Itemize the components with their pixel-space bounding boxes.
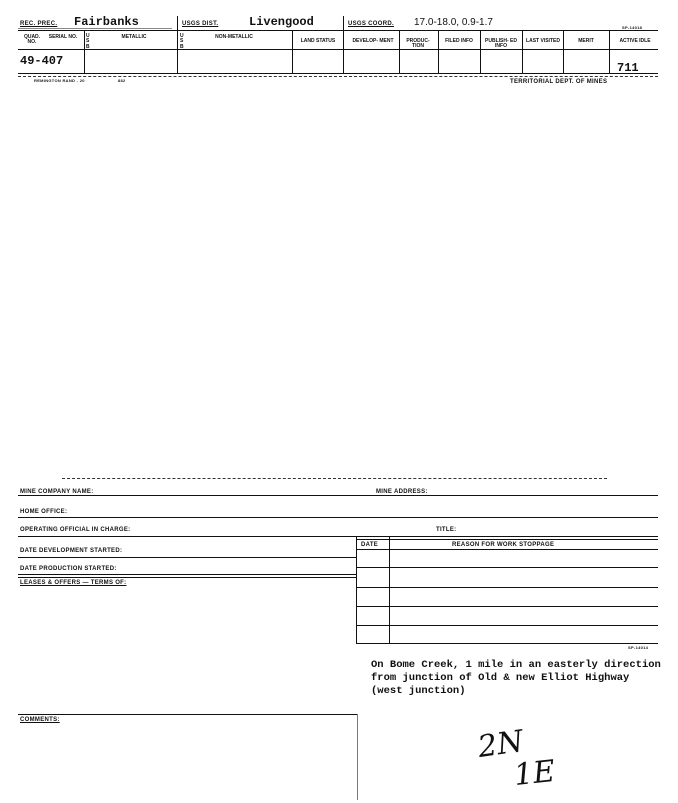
col-quad-no: QUAD. NO. xyxy=(23,34,41,46)
date-production-label: DATE PRODUCTION STARTED: xyxy=(20,566,117,572)
usgs-coord-label: USGS COORD. xyxy=(348,21,394,27)
col-land-status: LAND STATUS xyxy=(300,38,336,44)
home-office-label: HOME OFFICE: xyxy=(20,509,68,515)
comments-label: COMMENTS: xyxy=(20,717,60,723)
mine-address-label: MINE ADDRESS: xyxy=(376,489,428,495)
footer-left: REMINGTON RAND - 20 xyxy=(34,78,85,83)
usgs-dist-label: USGS DIST. xyxy=(182,21,219,27)
usgs-coord-value: 17.0-18.0, 0.9-1.7 xyxy=(414,17,493,28)
usgs-dist-value: Livengood xyxy=(249,15,314,29)
col-non-metallic: NON-METALLIC xyxy=(215,34,253,40)
reason-col-label: REASON FOR WORK STOPPAGE xyxy=(452,542,555,548)
col-published-info: PUBLISH- ED INFO xyxy=(485,38,517,50)
mine-company-name-label: MINE COMPANY NAME: xyxy=(20,489,94,495)
form-number-bottom: SP-14014 xyxy=(628,645,649,650)
col-last-visited: LAST VISITED xyxy=(526,38,560,44)
col-filed-info: FILED INFO xyxy=(445,38,473,44)
operating-official-label: OPERATING OFFICIAL IN CHARGE: xyxy=(20,527,131,533)
title-label: TITLE: xyxy=(436,527,457,533)
leases-label: LEASES & OFFERS — TERMS OF: xyxy=(20,580,127,586)
handwritten-range: 1E xyxy=(512,753,557,794)
rec-prec-value: Fairbanks xyxy=(74,15,139,29)
active-code: 711 xyxy=(617,61,639,75)
footer-right: TERRITORIAL DEPT. OF MINES xyxy=(510,79,608,85)
col-serial-no: SERIAL NO. xyxy=(48,34,78,40)
col-metallic: METALLIC xyxy=(121,34,147,40)
date-development-label: DATE DEVELOPMENT STARTED: xyxy=(20,548,123,554)
record-id: 49-407 xyxy=(20,54,64,68)
rec-prec-label: REC. PREC. xyxy=(20,21,58,27)
handwritten-township: 2N xyxy=(475,724,526,765)
col-active-idle: ACTIVE IDLE xyxy=(619,38,651,44)
col-development: DEVELOP- MENT xyxy=(352,38,394,44)
col-usb: U S B xyxy=(86,33,90,50)
col-production: PRODUC- TION xyxy=(406,38,430,50)
form-number-top: SP-14018 xyxy=(622,25,643,30)
date-col-label: DATE xyxy=(361,542,379,548)
col-usb-2: U S B xyxy=(180,33,184,50)
footer-left-code: 882 xyxy=(118,78,126,83)
col-merit: MERIT xyxy=(578,38,594,44)
location-note: On Bome Creek, 1 mile in an easterly direction from junction of Old & new Elliot Highway (west junction) xyxy=(371,659,661,697)
